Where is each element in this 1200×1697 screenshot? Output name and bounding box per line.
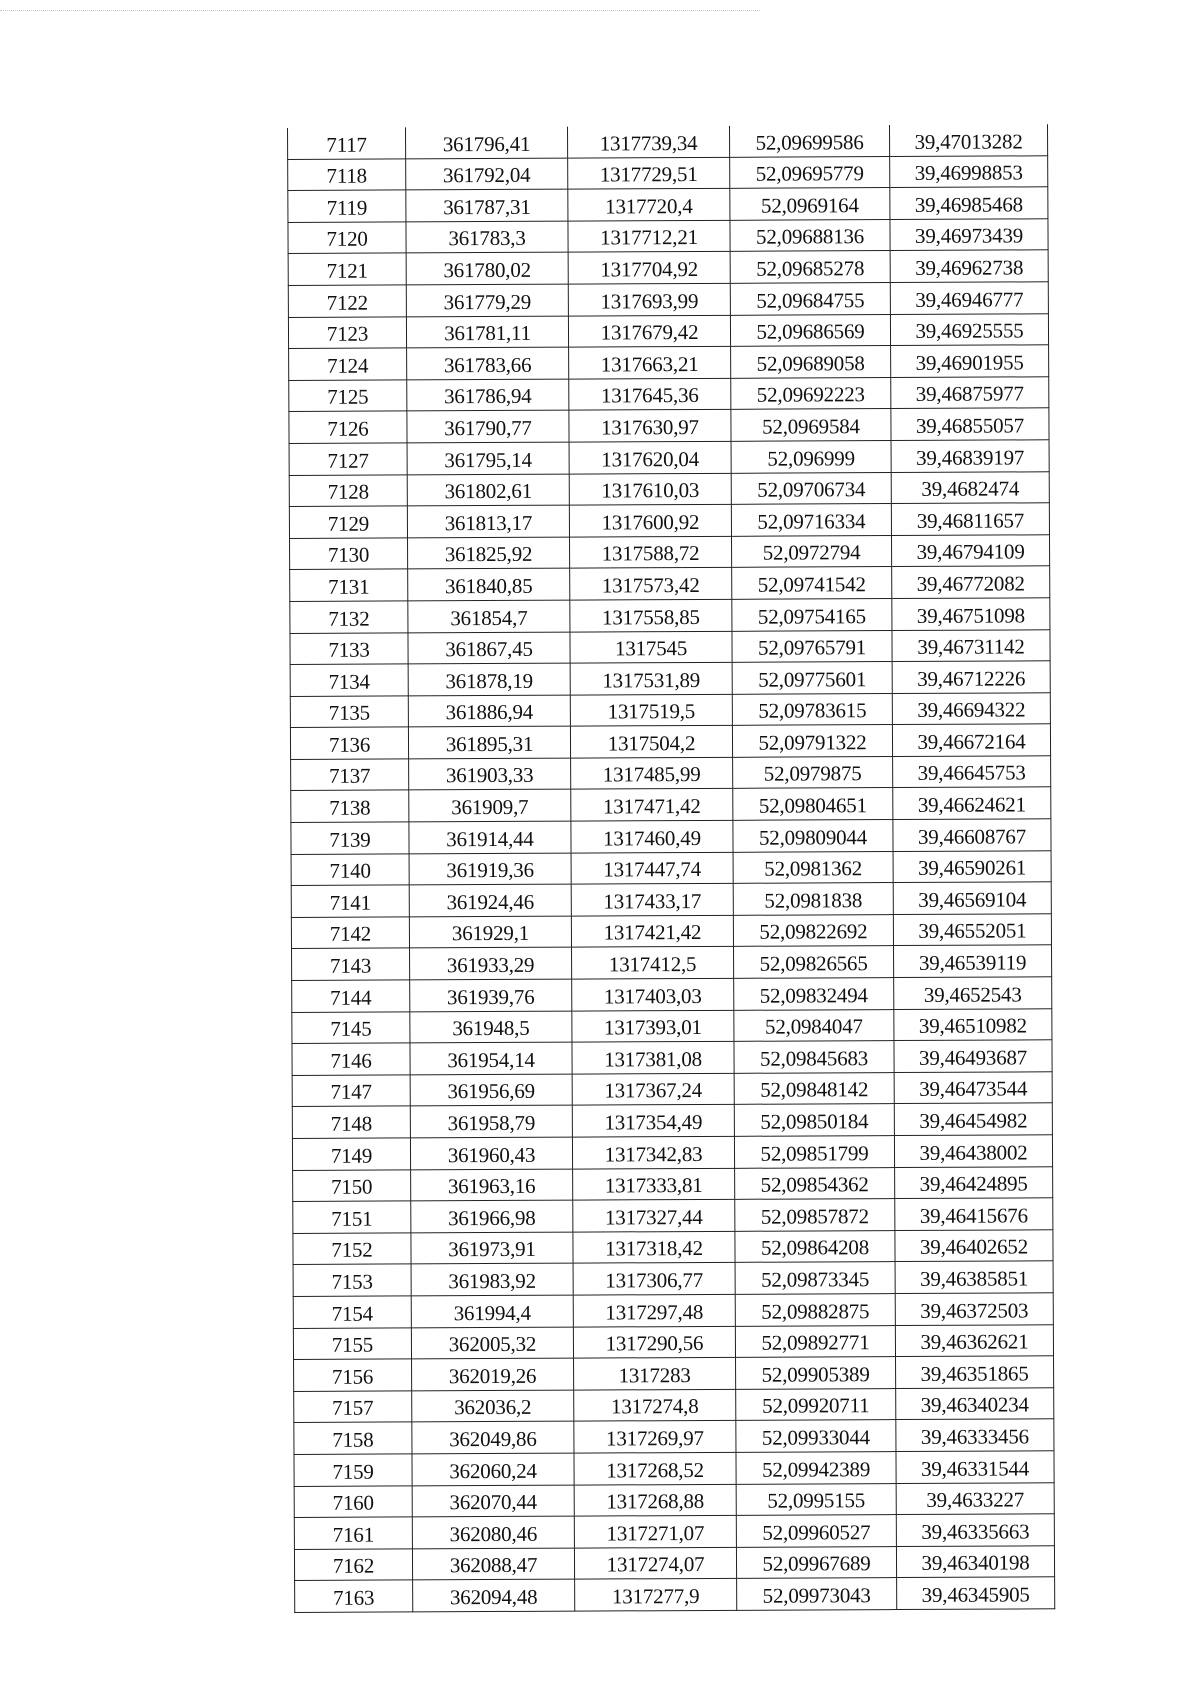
x-coordinate-cell: 361909,7 — [409, 790, 571, 822]
x-coordinate-cell: 361854,7 — [408, 600, 570, 632]
latitude-cell: 52,09685278 — [730, 251, 890, 283]
y-coordinate-cell: 1317519,5 — [570, 694, 732, 726]
latitude-cell: 52,09864208 — [735, 1230, 895, 1262]
longitude-cell: 39,46333456 — [896, 1419, 1054, 1451]
y-coordinate-cell: 1317693,99 — [568, 283, 730, 315]
longitude-cell: 39,46590261 — [893, 850, 1051, 882]
y-coordinate-cell: 1317720,4 — [568, 189, 730, 221]
x-coordinate-cell: 361994,4 — [411, 1295, 573, 1327]
point-number-cell: 7130 — [290, 538, 408, 570]
y-coordinate-cell: 1317381,08 — [572, 1042, 734, 1074]
y-coordinate-cell: 1317269,97 — [574, 1421, 736, 1453]
latitude-cell: 52,09873345 — [735, 1262, 895, 1294]
longitude-cell: 39,46962738 — [890, 250, 1048, 282]
y-coordinate-cell: 1317290,56 — [573, 1326, 735, 1358]
longitude-cell: 39,46510982 — [894, 1008, 1052, 1040]
point-number-cell: 7138 — [291, 790, 409, 822]
latitude-cell: 52,0981362 — [733, 851, 893, 883]
x-coordinate-cell: 361813,17 — [407, 505, 569, 537]
table-row — [293, 1261, 1053, 1296]
point-number-cell: 7162 — [294, 1549, 412, 1581]
latitude-cell: 52,09716334 — [731, 504, 891, 536]
latitude-cell: 52,0984047 — [734, 1009, 894, 1041]
longitude-cell: 39,46875977 — [891, 377, 1049, 409]
point-number-cell: 7147 — [292, 1075, 410, 1107]
latitude-cell: 52,0969584 — [731, 409, 891, 441]
coordinates-table — [287, 124, 1055, 1613]
table-row — [293, 1230, 1053, 1265]
y-coordinate-cell: 1317485,99 — [571, 757, 733, 789]
latitude-cell: 52,09826565 — [734, 946, 894, 978]
longitude-cell: 39,46331544 — [896, 1451, 1054, 1483]
table-row — [291, 882, 1051, 917]
table-row — [289, 377, 1049, 412]
latitude-cell: 52,09695779 — [730, 156, 890, 188]
longitude-cell: 39,46438002 — [894, 1135, 1052, 1167]
coordinates-table-body — [288, 124, 1055, 1612]
x-coordinate-cell: 362080,46 — [412, 1516, 574, 1548]
longitude-cell: 39,46712226 — [892, 661, 1050, 693]
point-number-cell: 7136 — [290, 727, 408, 759]
longitude-cell: 39,46811657 — [891, 503, 1049, 535]
longitude-cell: 39,46402652 — [895, 1230, 1053, 1262]
point-number-cell: 7118 — [288, 159, 406, 191]
longitude-cell: 39,46855057 — [891, 408, 1049, 440]
longitude-cell: 39,46645753 — [893, 756, 1051, 788]
scan-artifact-line — [0, 10, 760, 11]
table-row — [288, 155, 1048, 190]
x-coordinate-cell: 361781,11 — [406, 316, 568, 348]
x-coordinate-cell: 362049,86 — [412, 1421, 574, 1453]
table-row — [289, 408, 1049, 443]
latitude-cell: 52,09741542 — [732, 567, 892, 599]
table-row — [291, 914, 1051, 949]
latitude-cell: 52,09688136 — [730, 219, 890, 251]
point-number-cell: 7157 — [294, 1391, 412, 1423]
y-coordinate-cell: 1317433,17 — [571, 884, 733, 916]
point-number-cell: 7129 — [289, 506, 407, 538]
point-number-cell: 7150 — [293, 1170, 411, 1202]
longitude-cell: 39,46946777 — [890, 282, 1048, 314]
point-number-cell: 7121 — [288, 253, 406, 285]
point-number-cell: 7143 — [292, 948, 410, 980]
table-row — [290, 661, 1050, 696]
latitude-cell: 52,09933044 — [736, 1420, 896, 1452]
point-number-cell: 7131 — [290, 569, 408, 601]
x-coordinate-cell: 362036,2 — [412, 1390, 574, 1422]
longitude-cell: 39,46973439 — [890, 219, 1048, 251]
x-coordinate-cell: 361954,14 — [410, 1042, 572, 1074]
y-coordinate-cell: 1317588,72 — [570, 536, 732, 568]
y-coordinate-cell: 1317663,21 — [569, 346, 731, 378]
point-number-cell: 7148 — [292, 1106, 410, 1138]
table-row — [294, 1356, 1054, 1391]
x-coordinate-cell: 361956,69 — [410, 1074, 572, 1106]
x-coordinate-cell: 361973,91 — [411, 1232, 573, 1264]
y-coordinate-cell: 1317558,85 — [570, 599, 732, 631]
x-coordinate-cell: 361983,92 — [411, 1263, 573, 1295]
x-coordinate-cell: 362070,44 — [412, 1485, 574, 1517]
x-coordinate-cell: 361783,3 — [406, 221, 568, 253]
point-number-cell: 7120 — [288, 222, 406, 254]
table-row — [294, 1451, 1054, 1486]
y-coordinate-cell: 1317274,07 — [574, 1547, 736, 1579]
x-coordinate-cell: 361963,16 — [411, 1169, 573, 1201]
latitude-cell: 52,09775601 — [732, 662, 892, 694]
table-row — [289, 440, 1049, 475]
point-number-cell: 7154 — [293, 1296, 411, 1328]
table-row — [291, 787, 1051, 822]
x-coordinate-cell: 362019,26 — [412, 1358, 574, 1390]
latitude-cell: 52,09832494 — [734, 978, 894, 1010]
longitude-cell: 39,46493687 — [894, 1040, 1052, 1072]
y-coordinate-cell: 1317283 — [574, 1357, 736, 1389]
point-number-cell: 7153 — [293, 1264, 411, 1296]
x-coordinate-cell: 361796,41 — [405, 127, 567, 159]
longitude-cell: 39,46794109 — [891, 534, 1049, 566]
y-coordinate-cell: 1317306,77 — [573, 1263, 735, 1295]
x-coordinate-cell: 361886,94 — [408, 695, 570, 727]
x-coordinate-cell: 362088,47 — [412, 1548, 574, 1580]
x-coordinate-cell: 361948,5 — [410, 1011, 572, 1043]
x-coordinate-cell: 361895,31 — [408, 726, 570, 758]
x-coordinate-cell: 361786,94 — [407, 379, 569, 411]
x-coordinate-cell: 361919,36 — [409, 853, 571, 885]
x-coordinate-cell: 361939,76 — [410, 979, 572, 1011]
table-row — [292, 1072, 1052, 1107]
point-number-cell: 7119 — [288, 190, 406, 222]
x-coordinate-cell: 361802,61 — [407, 474, 569, 506]
table-row — [288, 187, 1048, 222]
longitude-cell: 39,46424895 — [895, 1166, 1053, 1198]
longitude-cell: 39,46569104 — [893, 882, 1051, 914]
x-coordinate-cell: 361787,31 — [406, 189, 568, 221]
latitude-cell: 52,09857872 — [735, 1199, 895, 1231]
table-row — [294, 1419, 1054, 1454]
point-number-cell: 7124 — [289, 348, 407, 380]
point-number-cell: 7127 — [289, 443, 407, 475]
table-row — [295, 1577, 1055, 1612]
point-number-cell: 7159 — [294, 1454, 412, 1486]
point-number-cell: 7140 — [291, 854, 409, 886]
longitude-cell: 39,46340198 — [896, 1545, 1054, 1577]
y-coordinate-cell: 1317268,88 — [574, 1484, 736, 1516]
y-coordinate-cell: 1317739,34 — [567, 126, 729, 158]
table-row — [292, 977, 1052, 1012]
table-row — [291, 819, 1051, 854]
y-coordinate-cell: 1317333,81 — [573, 1168, 735, 1200]
longitude-cell: 39,46608767 — [893, 819, 1051, 851]
x-coordinate-cell: 361966,98 — [411, 1200, 573, 1232]
longitude-cell: 39,46552051 — [893, 914, 1051, 946]
y-coordinate-cell: 1317342,83 — [572, 1136, 734, 1168]
x-coordinate-cell: 361960,43 — [410, 1137, 572, 1169]
x-coordinate-cell: 361929,1 — [409, 916, 571, 948]
y-coordinate-cell: 1317277,9 — [575, 1579, 737, 1611]
latitude-cell: 52,09892771 — [735, 1325, 895, 1357]
table-row — [292, 1135, 1052, 1170]
latitude-cell: 52,09845683 — [734, 1041, 894, 1073]
longitude-cell: 39,46335663 — [896, 1514, 1054, 1546]
longitude-cell: 39,46454982 — [894, 1103, 1052, 1135]
latitude-cell: 52,09920711 — [736, 1388, 896, 1420]
x-coordinate-cell: 361792,04 — [406, 158, 568, 190]
longitude-cell: 39,46340234 — [896, 1388, 1054, 1420]
x-coordinate-cell: 361780,02 — [406, 253, 568, 285]
point-number-cell: 7134 — [290, 664, 408, 696]
longitude-cell: 39,46624621 — [893, 787, 1051, 819]
point-number-cell: 7161 — [294, 1517, 412, 1549]
point-number-cell: 7122 — [288, 285, 406, 317]
table-row — [293, 1166, 1053, 1201]
point-number-cell: 7137 — [291, 759, 409, 791]
latitude-cell: 52,0979875 — [733, 756, 893, 788]
table-row — [294, 1514, 1054, 1549]
latitude-cell: 52,0981838 — [733, 883, 893, 915]
table-row — [289, 503, 1049, 538]
latitude-cell: 52,09809044 — [733, 820, 893, 852]
table-row — [292, 1040, 1052, 1075]
latitude-cell: 52,09692223 — [731, 377, 891, 409]
point-number-cell: 7123 — [288, 316, 406, 348]
longitude-cell: 39,46539119 — [894, 945, 1052, 977]
x-coordinate-cell: 362005,32 — [411, 1327, 573, 1359]
point-number-cell: 7158 — [294, 1422, 412, 1454]
longitude-cell: 39,46998853 — [890, 155, 1048, 187]
y-coordinate-cell: 1317393,01 — [572, 1010, 734, 1042]
latitude-cell: 52,09699586 — [729, 125, 889, 157]
table-row — [294, 1388, 1054, 1423]
longitude-cell: 39,46473544 — [894, 1072, 1052, 1104]
point-number-cell: 7156 — [294, 1359, 412, 1391]
y-coordinate-cell: 1317412,5 — [572, 947, 734, 979]
y-coordinate-cell: 1317471,42 — [571, 789, 733, 821]
longitude-cell: 39,46672164 — [892, 724, 1050, 756]
y-coordinate-cell: 1317600,92 — [569, 504, 731, 536]
x-coordinate-cell: 361783,66 — [407, 347, 569, 379]
latitude-cell: 52,09754165 — [732, 598, 892, 630]
coordinates-table-container — [287, 124, 1054, 1613]
point-number-cell: 7141 — [291, 885, 409, 917]
longitude-cell: 39,46385851 — [895, 1261, 1053, 1293]
longitude-cell: 39,4633227 — [896, 1482, 1054, 1514]
y-coordinate-cell: 1317712,21 — [568, 220, 730, 252]
latitude-cell: 52,09960527 — [736, 1515, 896, 1547]
table-row — [293, 1324, 1053, 1359]
latitude-cell: 52,09967689 — [736, 1546, 896, 1578]
y-coordinate-cell: 1317354,49 — [572, 1105, 734, 1137]
table-row — [290, 566, 1050, 601]
table-row — [292, 1008, 1052, 1043]
y-coordinate-cell: 1317447,74 — [571, 852, 733, 884]
table-row — [290, 629, 1050, 664]
y-coordinate-cell: 1317271,07 — [574, 1515, 736, 1547]
longitude-cell: 39,46985468 — [890, 187, 1048, 219]
y-coordinate-cell: 1317610,03 — [569, 473, 731, 505]
longitude-cell: 39,46839197 — [891, 440, 1049, 472]
table-row — [294, 1482, 1054, 1517]
y-coordinate-cell: 1317367,24 — [572, 1073, 734, 1105]
x-coordinate-cell: 361933,29 — [410, 948, 572, 980]
point-number-cell: 7125 — [289, 380, 407, 412]
latitude-cell: 52,09684755 — [730, 283, 890, 315]
y-coordinate-cell: 1317504,2 — [570, 726, 732, 758]
point-number-cell: 7155 — [293, 1327, 411, 1359]
table-row — [292, 945, 1052, 980]
x-coordinate-cell: 361878,19 — [408, 663, 570, 695]
longitude-cell: 39,46772082 — [892, 566, 1050, 598]
latitude-cell: 52,0972794 — [731, 535, 891, 567]
latitude-cell: 52,09822692 — [733, 914, 893, 946]
point-number-cell: 7142 — [291, 917, 409, 949]
longitude-cell: 39,4652543 — [894, 977, 1052, 1009]
point-number-cell: 7144 — [292, 980, 410, 1012]
x-coordinate-cell: 361914,44 — [409, 821, 571, 853]
point-number-cell: 7132 — [290, 601, 408, 633]
point-number-cell: 7160 — [294, 1485, 412, 1517]
y-coordinate-cell: 1317679,42 — [568, 315, 730, 347]
x-coordinate-cell: 361903,33 — [409, 758, 571, 790]
y-coordinate-cell: 1317545 — [570, 631, 732, 663]
latitude-cell: 52,09689058 — [731, 346, 891, 378]
longitude-cell: 39,47013282 — [889, 124, 1047, 156]
table-row — [290, 692, 1050, 727]
y-coordinate-cell: 1317645,36 — [569, 378, 731, 410]
table-row — [288, 219, 1048, 254]
x-coordinate-cell: 361790,77 — [407, 410, 569, 442]
table-row — [293, 1293, 1053, 1328]
longitude-cell: 39,46345905 — [897, 1577, 1055, 1609]
x-coordinate-cell: 361795,14 — [407, 442, 569, 474]
latitude-cell: 52,09882875 — [735, 1294, 895, 1326]
point-number-cell: 7145 — [292, 1012, 410, 1044]
y-coordinate-cell: 1317421,42 — [571, 915, 733, 947]
point-number-cell: 7163 — [295, 1580, 413, 1612]
latitude-cell: 52,09973043 — [737, 1578, 897, 1610]
latitude-cell: 52,09850184 — [734, 1104, 894, 1136]
longitude-cell: 39,46694322 — [892, 692, 1050, 724]
table-row — [288, 250, 1048, 285]
point-number-cell: 7133 — [290, 632, 408, 664]
latitude-cell: 52,09942389 — [736, 1451, 896, 1483]
y-coordinate-cell: 1317460,49 — [571, 820, 733, 852]
table-row — [292, 1103, 1052, 1138]
latitude-cell: 52,09686569 — [730, 314, 890, 346]
longitude-cell: 39,46925555 — [890, 313, 1048, 345]
x-coordinate-cell: 361924,46 — [409, 884, 571, 916]
table-row — [289, 471, 1049, 506]
x-coordinate-cell: 361867,45 — [408, 632, 570, 664]
y-coordinate-cell: 1317630,97 — [569, 410, 731, 442]
longitude-cell: 39,46415676 — [895, 1198, 1053, 1230]
latitude-cell: 52,09848142 — [734, 1072, 894, 1104]
table-row — [291, 756, 1051, 791]
latitude-cell: 52,09905389 — [736, 1357, 896, 1389]
longitude-cell: 39,46362621 — [895, 1324, 1053, 1356]
longitude-cell: 39,46751098 — [892, 598, 1050, 630]
longitude-cell: 39,4682474 — [891, 471, 1049, 503]
table-row — [289, 345, 1049, 380]
longitude-cell: 39,46731142 — [892, 629, 1050, 661]
y-coordinate-cell: 1317297,48 — [573, 1294, 735, 1326]
x-coordinate-cell: 361840,85 — [408, 568, 570, 600]
y-coordinate-cell: 1317327,44 — [573, 1200, 735, 1232]
latitude-cell: 52,096999 — [731, 440, 891, 472]
y-coordinate-cell: 1317531,89 — [570, 662, 732, 694]
point-number-cell: 7152 — [293, 1233, 411, 1265]
point-number-cell: 7128 — [289, 474, 407, 506]
table-row — [288, 124, 1048, 159]
y-coordinate-cell: 1317403,03 — [572, 978, 734, 1010]
latitude-cell: 52,09783615 — [732, 693, 892, 725]
table-row — [293, 1198, 1053, 1233]
table-row — [290, 534, 1050, 569]
x-coordinate-cell: 362094,48 — [413, 1579, 575, 1611]
latitude-cell: 52,09804651 — [733, 788, 893, 820]
table-row — [291, 850, 1051, 885]
point-number-cell: 7149 — [292, 1138, 410, 1170]
latitude-cell: 52,0995155 — [736, 1483, 896, 1515]
point-number-cell: 7146 — [292, 1043, 410, 1075]
table-row — [294, 1545, 1054, 1580]
latitude-cell: 52,09791322 — [732, 725, 892, 757]
point-number-cell: 7117 — [288, 127, 406, 159]
longitude-cell: 39,46372503 — [895, 1293, 1053, 1325]
x-coordinate-cell: 361958,79 — [410, 1106, 572, 1138]
point-number-cell: 7126 — [289, 411, 407, 443]
point-number-cell: 7151 — [293, 1201, 411, 1233]
y-coordinate-cell: 1317729,51 — [568, 157, 730, 189]
y-coordinate-cell: 1317704,92 — [568, 252, 730, 284]
latitude-cell: 52,09765791 — [732, 630, 892, 662]
table-row — [290, 598, 1050, 633]
y-coordinate-cell: 1317620,04 — [569, 441, 731, 473]
latitude-cell: 52,09851799 — [734, 1136, 894, 1168]
table-row — [290, 724, 1050, 759]
table-row — [288, 313, 1048, 348]
x-coordinate-cell: 362060,24 — [412, 1453, 574, 1485]
y-coordinate-cell: 1317318,42 — [573, 1231, 735, 1263]
latitude-cell: 52,09854362 — [735, 1167, 895, 1199]
y-coordinate-cell: 1317274,8 — [574, 1389, 736, 1421]
y-coordinate-cell: 1317268,52 — [574, 1452, 736, 1484]
latitude-cell: 52,09706734 — [731, 472, 891, 504]
longitude-cell: 39,46901955 — [891, 345, 1049, 377]
table-row — [288, 282, 1048, 317]
latitude-cell: 52,0969164 — [730, 188, 890, 220]
x-coordinate-cell: 361779,29 — [406, 284, 568, 316]
longitude-cell: 39,46351865 — [896, 1356, 1054, 1388]
x-coordinate-cell: 361825,92 — [408, 537, 570, 569]
y-coordinate-cell: 1317573,42 — [570, 568, 732, 600]
point-number-cell: 7139 — [291, 822, 409, 854]
point-number-cell: 7135 — [290, 696, 408, 728]
